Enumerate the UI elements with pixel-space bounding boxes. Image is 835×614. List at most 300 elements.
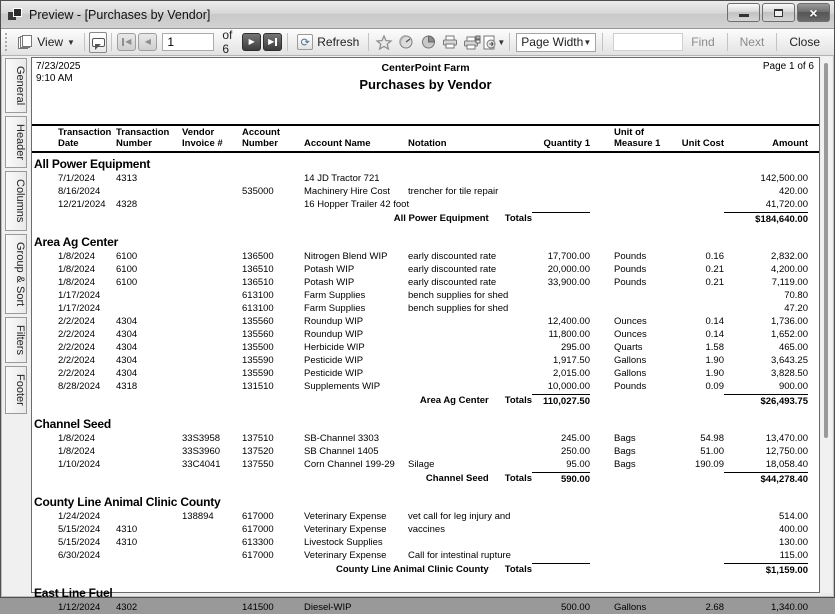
sidebar-tab-header[interactable]: Header: [5, 116, 27, 168]
cell: 41,720.00: [765, 199, 808, 210]
cell: [408, 328, 532, 341]
group-totals-row: [32, 393, 819, 408]
cell: 465.00: [778, 342, 808, 353]
close-icon: ×: [809, 4, 818, 21]
group-name: Channel Seed: [34, 417, 111, 431]
transaction-row: [32, 328, 819, 341]
cell: [532, 289, 590, 302]
cell: [590, 198, 678, 211]
cell: 138894: [182, 511, 214, 522]
cell: 1,736.00: [771, 316, 808, 327]
cell: Pounds: [614, 251, 647, 262]
cell: [678, 185, 724, 198]
column-header: Account Number: [242, 127, 280, 149]
cell: early discounted rate: [408, 251, 497, 262]
cell: 2/2/2024: [58, 329, 95, 340]
vendor-group: [32, 415, 819, 486]
find-next-button[interactable]: Next: [739, 35, 765, 49]
zoom-value: Page Width: [521, 35, 584, 49]
cell: [532, 185, 590, 198]
cell: 1,340.00: [771, 602, 808, 613]
minimize-button[interactable]: [727, 3, 760, 22]
cell: [182, 549, 242, 562]
refresh-button[interactable]: [292, 31, 364, 53]
cell: [182, 354, 242, 367]
transaction-row: [32, 263, 819, 276]
cell: [532, 523, 590, 536]
cell: [590, 523, 678, 536]
transaction-row: [32, 315, 819, 328]
transaction-row: [32, 445, 819, 458]
cell: Diesel-WIP: [304, 602, 352, 613]
restore-button[interactable]: [762, 3, 795, 22]
cell: Veterinary Expense: [304, 524, 387, 535]
page-indicator: Page 1 of 6: [762, 61, 814, 72]
group-totals-row: [32, 211, 819, 226]
cell: 5/15/2024: [58, 537, 101, 548]
report-title: Purchases by Vendor: [359, 77, 492, 92]
cell: 1/24/2024: [58, 511, 101, 522]
cell: [182, 380, 242, 393]
toolbar-separator: [111, 33, 112, 51]
cell: 1/8/2024: [58, 264, 95, 275]
transaction-row: [32, 302, 819, 315]
transaction-row: [32, 510, 819, 523]
cell: 13,470.00: [765, 433, 808, 444]
column-header: Unit of Measure 1: [614, 127, 661, 149]
cell: 20,000.00: [547, 264, 590, 275]
cell: [242, 172, 304, 185]
refresh-icon: ⟳: [297, 34, 313, 50]
cell: Call for intestinal rupture: [408, 550, 511, 561]
main-area: [2, 57, 833, 613]
page-count-label: of 6: [222, 28, 233, 56]
last-page-icon: ▶: [268, 37, 275, 46]
export-button[interactable]: [485, 34, 506, 50]
cell: 16 Hopper Trailer 42 foot: [304, 199, 410, 210]
vendor-group: [32, 493, 819, 577]
cell: 4310: [116, 524, 138, 535]
totals-amount: $184,640.00: [724, 212, 808, 226]
totals-quantity: 590.00: [532, 472, 590, 486]
cell: [116, 185, 182, 198]
totals-label: Area Ag Center Totals: [419, 395, 532, 406]
column-header: Vendor Invoice #: [182, 127, 223, 149]
cell: [678, 549, 724, 562]
cell: 500.00: [560, 602, 590, 613]
cell: 136510: [242, 277, 274, 288]
cell: [678, 536, 724, 549]
cell: Livestock Supplies: [304, 537, 383, 548]
cell: Roundup WIP: [304, 316, 364, 327]
totals-amount: $44,278.40: [724, 472, 808, 486]
cell: 14 JD Tractor 721: [304, 173, 380, 184]
cell: [532, 198, 590, 211]
cell: 4304: [116, 329, 138, 340]
print-setup-icon: [464, 35, 481, 50]
column-headers: [32, 124, 819, 153]
cell: [182, 263, 242, 276]
cell: 6100: [116, 264, 138, 275]
last-page-button[interactable]: [263, 33, 282, 51]
sidebar-tab-rail: [2, 57, 31, 596]
cell: SB-Channel 3303: [304, 433, 379, 444]
cell: Quarts: [614, 342, 643, 353]
sidebar-tab-footer[interactable]: Footer: [5, 366, 27, 414]
cell: 7/1/2024: [58, 173, 95, 184]
cell: Ounces: [614, 329, 647, 340]
cell: 4304: [116, 355, 138, 366]
toolbar-grip[interactable]: [5, 33, 9, 51]
cell: 1/8/2024: [58, 433, 95, 444]
cell: Bags: [614, 446, 636, 457]
cell: 136510: [242, 264, 274, 275]
cell: early discounted rate: [408, 264, 497, 275]
transaction-row: [32, 289, 819, 302]
cell: [678, 523, 724, 536]
cell: [116, 289, 182, 302]
group-totals-row: [32, 562, 819, 577]
totals-quantity: [532, 563, 590, 577]
cell: [116, 458, 182, 471]
cell: 33S3960: [182, 446, 221, 457]
vendor-group: [32, 155, 819, 226]
first-page-icon: [122, 38, 124, 46]
cell: Supplements WIP: [304, 381, 381, 392]
comment-bubble-icon: [92, 38, 105, 47]
group-name: County Line Animal Clinic County: [34, 495, 221, 509]
cell: Gallons: [614, 355, 647, 366]
cell: [590, 172, 678, 185]
cell: 420.00: [778, 186, 808, 197]
cell: [532, 172, 590, 185]
cell: 2,832.00: [771, 251, 808, 262]
cell: [532, 302, 590, 315]
cell: [408, 536, 532, 549]
transaction-row: [32, 536, 819, 549]
cell: [532, 549, 590, 562]
toolbar-separator: [368, 33, 369, 51]
transaction-row: [32, 601, 819, 614]
sidebar-tab-general[interactable]: General: [5, 58, 27, 113]
view-button-label: View: [37, 35, 64, 49]
cell: 2/2/2024: [58, 368, 95, 379]
cell: [590, 536, 678, 549]
toolbar: [1, 29, 834, 56]
cell: 8/16/2024: [58, 186, 101, 197]
totals-amount: $26,493.75: [724, 394, 808, 408]
chart-button[interactable]: [419, 34, 437, 50]
cell: [182, 328, 242, 341]
transaction-row: [32, 276, 819, 289]
cell: 12,400.00: [547, 316, 590, 327]
cell: 0.14: [705, 329, 724, 340]
cell: [532, 510, 590, 523]
report-page: [31, 57, 820, 613]
cell: [678, 289, 724, 302]
cell: 4302: [116, 602, 138, 613]
gauge-icon: [398, 35, 414, 49]
next-page-button[interactable]: [242, 33, 261, 51]
favorites-button[interactable]: [375, 34, 393, 50]
cell: Potash WIP: [304, 264, 355, 275]
sidebar-tab-filters[interactable]: Filters: [5, 317, 27, 363]
cell: 613300: [242, 537, 274, 548]
cell: Gallons: [614, 602, 647, 613]
column-header: Transaction Number: [116, 127, 170, 149]
cell: [590, 185, 678, 198]
cell: [408, 341, 532, 354]
cell: early discounted rate: [408, 277, 497, 288]
cell: Farm Supplies: [304, 290, 366, 301]
cell: 3,828.50: [771, 368, 808, 379]
cell: bench supplies for shed: [408, 303, 509, 314]
cell: Pesticide WIP: [304, 355, 364, 366]
cell: 10,000.00: [547, 381, 590, 392]
cell: vet call for leg injury and: [408, 511, 511, 522]
next-page-icon: ▶: [248, 37, 255, 46]
transaction-row: [32, 549, 819, 562]
scrollbar-thumb[interactable]: [824, 63, 828, 438]
cell: 4328: [116, 199, 138, 210]
cell: 137510: [242, 433, 274, 444]
column-header: Account Name: [304, 137, 371, 149]
cell: 4,200.00: [771, 264, 808, 275]
cell: 11,800.00: [548, 329, 590, 340]
cell: [182, 276, 242, 289]
cell: 4313: [116, 173, 138, 184]
cell: 613100: [242, 303, 274, 314]
star-icon: [376, 35, 392, 50]
transaction-row: [32, 341, 819, 354]
cell: 1/17/2024: [58, 303, 101, 314]
view-button[interactable]: [13, 32, 80, 52]
cell: Pounds: [614, 264, 647, 275]
cell: [182, 250, 242, 263]
cell: Nitrogen Blend WIP: [304, 251, 388, 262]
cell: trencher for tile repair: [408, 186, 499, 197]
print-setup-button[interactable]: [463, 34, 481, 50]
sidebar-tab-columns[interactable]: Columns: [5, 171, 27, 230]
transaction-row: [32, 458, 819, 471]
minimize-icon: [739, 14, 749, 17]
cell: 6100: [116, 277, 138, 288]
cell: 2.68: [705, 602, 724, 613]
window-title: Preview - [Purchases by Vendor]: [29, 7, 211, 22]
cell: [408, 380, 532, 393]
page-number-input[interactable]: [162, 33, 214, 51]
cell: Machinery Hire Cost: [304, 186, 391, 197]
cell: 0.16: [705, 251, 724, 262]
group-name: All Power Equipment: [34, 157, 151, 171]
totals-amount: $1,159.00: [724, 563, 808, 577]
cell: 2/2/2024: [58, 342, 95, 353]
cell: 0.14: [705, 316, 724, 327]
cell: 135590: [242, 355, 274, 366]
cell: Veterinary Expense: [304, 550, 387, 561]
cell: 51.00: [700, 446, 724, 457]
cell: [678, 510, 724, 523]
cell: 115.00: [779, 550, 808, 561]
cell: 4310: [116, 537, 138, 548]
group-totals-row: [32, 471, 819, 486]
column-header: Transaction Date: [58, 127, 112, 149]
transaction-row: [32, 432, 819, 445]
company-name: CenterPoint Farm: [381, 62, 470, 74]
sidebar-tab-group-sort[interactable]: Group & Sort: [5, 234, 27, 314]
cell: [182, 536, 242, 549]
cell: 135590: [242, 368, 274, 379]
cell: [116, 510, 182, 523]
cell: [590, 302, 678, 315]
view-pages-icon: [18, 35, 33, 49]
cell: Silage: [408, 459, 435, 470]
cell: 514.00: [778, 511, 808, 522]
totals-label: County Line Animal Clinic County Totals: [336, 564, 532, 575]
export-icon: [483, 35, 497, 50]
cell: [116, 432, 182, 445]
cell: [182, 185, 242, 198]
transaction-row: [32, 172, 819, 185]
cell: 6100: [116, 251, 138, 262]
cell: [182, 601, 242, 614]
print-button[interactable]: [441, 34, 459, 50]
first-page-button[interactable]: ◀: [117, 33, 136, 51]
cell: 0.09: [705, 381, 724, 392]
cell: 8/28/2024: [58, 381, 101, 392]
find-button[interactable]: Find: [691, 35, 715, 49]
cell: 900.00: [778, 381, 808, 392]
report-body: [32, 153, 819, 614]
cell: [182, 302, 242, 315]
previous-page-icon: ◀: [144, 37, 151, 46]
parameters-toggle-button[interactable]: [89, 32, 107, 53]
cell: [590, 289, 678, 302]
cell: 1/17/2024: [58, 290, 101, 301]
chevron-down-icon: ▼: [583, 37, 592, 47]
toolbar-separator: [776, 33, 777, 51]
cell: 12/21/2024: [58, 199, 106, 210]
find-input[interactable]: [613, 33, 683, 51]
cell: [532, 536, 590, 549]
cell: [182, 172, 242, 185]
cell: 245.00: [560, 433, 590, 444]
cell: 1/12/2024: [58, 602, 101, 613]
cell: 47.20: [784, 303, 808, 314]
group-name: East Line Fuel: [34, 586, 113, 600]
cell: 7,119.00: [771, 277, 808, 288]
cell: 1/8/2024: [58, 277, 95, 288]
cell: 17,700.00: [547, 251, 590, 262]
cell: 250.00: [560, 446, 590, 457]
cell: [116, 302, 182, 315]
report-date: 7/23/2025: [36, 61, 81, 72]
transaction-row: [32, 367, 819, 380]
cell: bench supplies for shed: [408, 290, 509, 301]
cell: [182, 315, 242, 328]
cell: 18,058.40: [765, 459, 808, 470]
previous-page-button[interactable]: [138, 33, 157, 51]
cell: 4318: [116, 381, 138, 392]
gauge-button[interactable]: [397, 34, 415, 50]
cell: 4304: [116, 342, 138, 353]
restore-icon: [774, 9, 783, 17]
cell: [408, 367, 532, 380]
cell: Pesticide WIP: [304, 368, 364, 379]
transaction-row: [32, 198, 819, 211]
cell: vaccines: [408, 524, 445, 535]
cell: 95.00: [566, 459, 590, 470]
group-name: Area Ag Center: [34, 235, 119, 249]
totals-label: Channel Seed Totals: [425, 473, 532, 484]
cell: 137520: [242, 446, 274, 457]
column-header: Amount: [772, 137, 808, 149]
vertical-scrollbar[interactable]: [821, 57, 832, 593]
cell: Gallons: [614, 368, 647, 379]
column-header: Notation: [408, 137, 447, 149]
cell: [182, 198, 242, 211]
cell: 33C4041: [182, 459, 221, 470]
toolbar-separator: [84, 33, 85, 51]
cell: 535000: [242, 186, 274, 197]
app-icon: [8, 8, 22, 22]
cell: 130.00: [778, 537, 808, 548]
cell: 1/8/2024: [58, 446, 95, 457]
cell: Pounds: [614, 277, 647, 288]
cell: 0.21: [705, 277, 724, 288]
cell: [116, 549, 182, 562]
cell: 6/30/2024: [58, 550, 101, 561]
cell: [590, 549, 678, 562]
cell: [408, 315, 532, 328]
toolbar-separator: [727, 33, 728, 51]
cell: Ounces: [614, 316, 647, 327]
cell: 131510: [242, 381, 274, 392]
cell: 33S3958: [182, 433, 221, 444]
printer-icon: [442, 35, 458, 49]
transaction-row: [32, 523, 819, 536]
cell: 2/2/2024: [58, 355, 95, 366]
cell: Pounds: [614, 381, 647, 392]
cell: 137550: [242, 459, 274, 470]
cell: Potash WIP: [304, 277, 355, 288]
close-window-button[interactable]: [797, 3, 830, 22]
cell: 613100: [242, 290, 274, 301]
cell: [678, 198, 724, 211]
cell: 617000: [242, 511, 274, 522]
cell: Roundup WIP: [304, 329, 364, 340]
cell: [408, 432, 532, 445]
close-preview-button[interactable]: Close: [789, 35, 820, 49]
cell: 1,917.50: [553, 355, 590, 366]
cell: [678, 302, 724, 315]
cell: [182, 523, 242, 536]
cell: [116, 445, 182, 458]
refresh-button-label: Refresh: [317, 35, 360, 49]
cell: [678, 172, 724, 185]
toolbar-separator: [509, 33, 510, 51]
cell: 70.80: [784, 290, 808, 301]
zoom-select[interactable]: [516, 33, 596, 52]
cell: 33,900.00: [547, 277, 590, 288]
report-time: 9:10 AM: [36, 73, 73, 84]
cell: 141500: [242, 602, 274, 613]
cell: Herbicide WIP: [304, 342, 365, 353]
cell: 142,500.00: [760, 173, 808, 184]
cell: 295.00: [560, 342, 590, 353]
toolbar-separator: [602, 33, 603, 51]
column-header: Quantity 1: [543, 137, 590, 149]
